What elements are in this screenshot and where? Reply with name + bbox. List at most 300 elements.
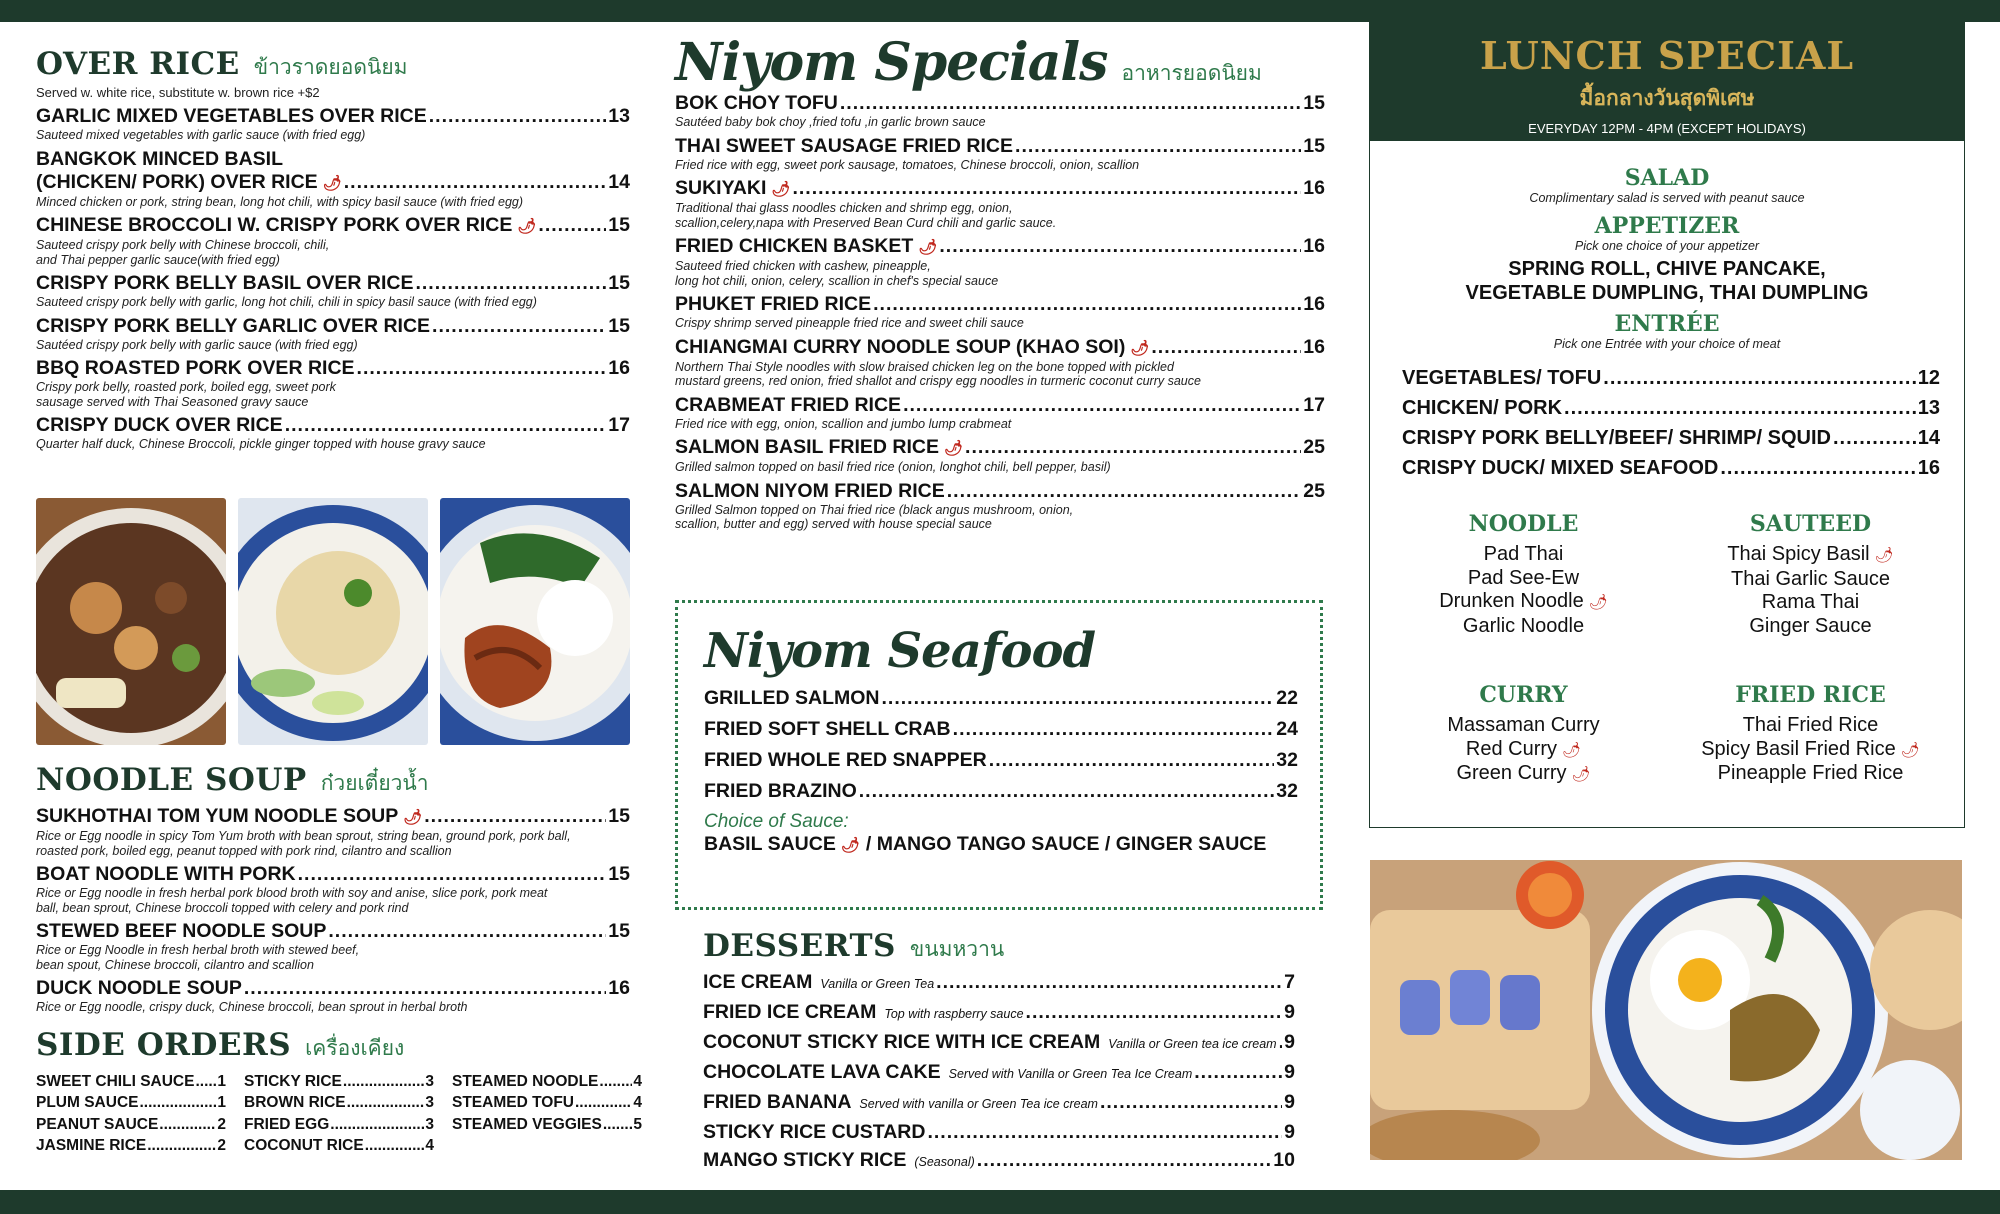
leader-dots — [330, 1114, 424, 1136]
chili-pepper-icon: 🌶 — [1588, 594, 1608, 611]
side-order-item[interactable] — [452, 1092, 642, 1114]
desserts-title: DESSERTS — [703, 928, 896, 964]
leader-dots — [285, 414, 607, 437]
side-order-price: 5 — [633, 1115, 642, 1133]
menu-item-description: Sauteed crispy pork belly with garlic, long hot chili, chili in spicy basil sauce (with fried egg) — [36, 295, 537, 309]
leader-dots — [792, 177, 1301, 200]
lunch-item-name: Garlic Noodle — [1462, 614, 1585, 637]
menu-item-name: GRILLED SALMON — [704, 687, 880, 709]
leader-dots — [1603, 363, 1915, 393]
menu-item-row — [1402, 363, 1940, 393]
side-order-price: 4 — [633, 1094, 642, 1111]
menu-item-description: Crispy shrimp served pineapple fried rice and sweet chili sauce — [675, 316, 1024, 330]
entree-title: ENTRÉE — [1614, 311, 1720, 337]
lunch-category-item[interactable] — [1380, 567, 1667, 591]
leader-dots — [989, 749, 1275, 772]
menu-item-description: Rice or Egg noodle in spicy Tom Yum broth with bean sprout, string bean, ground pork, pork ball, roasted pork, boiled egg, peanut topped with pork rind, cilantro and scallion — [36, 829, 571, 858]
menu-item-price: 14 — [1917, 427, 1940, 449]
desserts-list — [703, 971, 1295, 1174]
menu-item-name: FRIED BANANA — [703, 1091, 852, 1113]
menu-item-row — [36, 214, 630, 238]
leader-dots — [859, 780, 1275, 803]
menu-item-name: SUKIYAKI — [675, 177, 767, 199]
side-orders-thai-title: เครื่องเคียง — [305, 1036, 405, 1060]
lunch-category-item[interactable] — [1380, 615, 1667, 639]
appetizer-note: Pick one choice of your appetizer — [1574, 239, 1760, 253]
menu-item-price: 16 — [1303, 177, 1325, 199]
menu-item[interactable] — [703, 1001, 1295, 1026]
menu-item-price: 13 — [1917, 397, 1940, 419]
menu-item-price: 15 — [1303, 92, 1325, 114]
menu-item-price: 7 — [1284, 971, 1295, 993]
menu-item-description: Sauteed mixed vegetables with garlic sauce (with fried egg) — [36, 128, 366, 142]
menu-item[interactable] — [36, 105, 630, 143]
side-order-price: 3 — [425, 1115, 434, 1133]
menu-item-name: FRIED WHOLE RED SNAPPER — [704, 749, 987, 771]
menu-item-name: FRIED BRAZINO — [704, 780, 857, 802]
lunch-item-name: Red Curry — [1465, 737, 1558, 760]
menu-item-name: COCONUT STICKY RICE WITH ICE CREAM — [703, 1031, 1101, 1053]
menu-item-name: DUCK NOODLE SOUP — [36, 977, 242, 999]
leader-dots — [882, 687, 1275, 710]
appetizer-title: APPETIZER — [1594, 213, 1740, 239]
lunch-special-hours: EVERYDAY 12PM - 4PM (EXCEPT HOLIDAYS) — [1528, 121, 1806, 136]
leader-dots — [1279, 1031, 1283, 1054]
menu-item-row — [36, 171, 630, 195]
menu-item-description: Sauteed crispy pork belly with Chinese broccoli, chili, and Thai pepper garlic sauce(with fried egg) — [36, 238, 330, 267]
menu-item-price: 15 — [608, 272, 630, 294]
noodle-soup-header — [36, 762, 630, 800]
lunch-category-item[interactable] — [1667, 738, 1954, 763]
lunch-item-name: Green Curry — [1456, 762, 1567, 784]
leader-dots — [903, 394, 1301, 417]
lunch-category-title: NOODLE — [1468, 511, 1579, 537]
menu-item-row — [36, 863, 630, 886]
lunch-category-item[interactable] — [1380, 543, 1667, 567]
menu-item[interactable] — [704, 780, 1298, 803]
menu-item[interactable] — [703, 1091, 1295, 1116]
leader-dots — [357, 357, 607, 380]
chili-pepper-icon: 🌶 — [517, 218, 537, 235]
roasted-duck-photo — [440, 498, 630, 745]
food-photo-strip — [36, 498, 630, 745]
menu-item-price: 15 — [608, 863, 630, 885]
menu-item-row — [36, 105, 630, 128]
over-rice-note: Served w. white rice, substitute w. brown rice +$2 — [36, 85, 320, 100]
menu-item-row — [675, 293, 1325, 316]
menu-item[interactable] — [675, 480, 1325, 532]
menu-item[interactable] — [675, 293, 1325, 331]
leader-dots — [840, 92, 1301, 115]
appetizer-line-2: VEGETABLE DUMPLING, THAI DUMPLING — [1465, 282, 1869, 304]
menu-item-row — [675, 480, 1325, 503]
lunch-special-box — [1369, 22, 1965, 828]
side-orders-column — [244, 1071, 434, 1157]
leader-dots — [575, 1092, 632, 1114]
menu-item-row — [703, 1091, 1295, 1116]
menu-item-name: FRIED ICE CREAM — [703, 1001, 877, 1023]
side-order-name: PEANUT SAUCE — [36, 1115, 159, 1133]
fried-rice-photo — [238, 498, 428, 745]
menu-item-description: Sautéed crispy pork belly with garlic sauce (with fried egg) — [36, 337, 358, 352]
menu-item-price: 14 — [608, 170, 630, 193]
basil-sauce-label: BASIL SAUCE — [704, 833, 836, 855]
menu-item-name: GARLIC MIXED VEGETABLES OVER RICE — [36, 105, 427, 127]
side-order-item[interactable] — [244, 1071, 434, 1093]
menu-item-row — [36, 315, 630, 338]
menu-item[interactable] — [675, 235, 1325, 288]
lunch-item-name: Rama Thai — [1761, 591, 1860, 613]
menu-item-name: BOK CHOY TOFU — [675, 92, 838, 114]
side-order-name: STICKY RICE — [244, 1072, 342, 1090]
menu-item-description: Rice or Egg noodle, crispy duck, Chinese broccoli, bean sprout in herbal broth — [36, 1000, 468, 1014]
menu-item-row — [703, 971, 1295, 996]
menu-item-description: Grilled Salmon topped on Thai fried rice (black angus mushroom, onion, scallion, butter and egg) served with house special sauce — [675, 502, 1074, 531]
lunch-category — [1380, 682, 1667, 787]
side-order-name: STEAMED TOFU — [452, 1094, 574, 1111]
menu-item-name: BBQ ROASTED PORK OVER RICE — [36, 357, 355, 379]
menu-item-name: STEWED BEEF NOODLE SOUP — [36, 920, 327, 942]
side-order-name: PLUM SAUCE — [36, 1094, 139, 1111]
chili-pepper-icon: 🌶 — [1900, 741, 1920, 759]
over-rice-title: OVER RICE — [36, 46, 240, 82]
menu-item-price: 9 — [1284, 1031, 1295, 1053]
lunch-item-name: Drunken Noodle — [1439, 590, 1584, 612]
side-order-price: 2 — [217, 1115, 226, 1133]
other-sauces-label: / MANGO TANGO SAUCE / GINGER SAUCE — [865, 833, 1267, 855]
menu-item-name: CHICKEN/ PORK — [1402, 397, 1563, 419]
menu-item-row — [1402, 423, 1940, 453]
entree-list — [1370, 363, 1964, 483]
menu-item-row — [36, 414, 630, 437]
sauce-choices — [704, 833, 1298, 857]
menu-item-price: 15 — [1303, 134, 1325, 157]
sauce-choice-label: Choice of Sauce: — [704, 811, 849, 832]
menu-item[interactable] — [675, 394, 1325, 432]
menu-item-name: CHINESE BROCCOLI W. CRISPY PORK OVER RICE — [36, 214, 513, 236]
menu-item-price: 16 — [608, 977, 630, 999]
menu-item[interactable] — [703, 1031, 1295, 1056]
lunch-category-item[interactable] — [1667, 568, 1954, 592]
menu-item-price: 16 — [1303, 293, 1325, 315]
side-orders-grid — [36, 1071, 642, 1157]
menu-item-note: Vanilla or Green Tea — [820, 977, 935, 991]
side-order-name: BROWN RICE — [244, 1094, 346, 1111]
side-order-item[interactable] — [36, 1071, 226, 1093]
menu-item[interactable] — [703, 971, 1295, 996]
lunch-item-name: Thai Garlic Sauce — [1731, 567, 1890, 590]
menu-item[interactable] — [704, 718, 1298, 741]
seafood-title: Niyom Seafood — [704, 623, 1096, 679]
side-order-item[interactable] — [452, 1114, 642, 1136]
lunch-category-item[interactable] — [1667, 714, 1954, 738]
menu-item-price: 10 — [1273, 1149, 1295, 1171]
lunch-category-item[interactable] — [1380, 762, 1667, 787]
leader-dots — [343, 1071, 424, 1093]
lunch-category-item[interactable] — [1667, 591, 1954, 615]
leader-dots — [939, 235, 1301, 258]
side-orders-column — [36, 1071, 226, 1157]
menu-item-description: Northern Thai Style noodles with slow braised chicken leg on the bone topped with pickled mustard greens, red onion, fried shallot and crispy egg noodles in turmeric coconut curry sauce — [675, 359, 1201, 388]
menu-item-row — [1402, 393, 1940, 423]
leader-dots — [1151, 336, 1301, 359]
menu-item[interactable] — [36, 805, 630, 858]
seafood-box — [675, 600, 1323, 910]
menu-item-price: 15 — [608, 920, 630, 942]
desserts-header — [703, 928, 1295, 966]
menu-item-price: 13 — [608, 105, 630, 127]
leader-dots — [1833, 423, 1916, 453]
menu-item[interactable] — [675, 177, 1325, 230]
side-order-name: STEAMED NOODLE — [452, 1072, 599, 1090]
lunch-category-items — [1667, 714, 1954, 786]
over-rice-list — [36, 105, 630, 452]
lunch-category — [1380, 511, 1667, 638]
menu-item[interactable] — [704, 749, 1298, 772]
menu-item[interactable] — [703, 1061, 1295, 1086]
lunch-category-item[interactable] — [1667, 543, 1954, 568]
menu-item-price: 16 — [1303, 235, 1325, 257]
leader-dots — [1564, 393, 1916, 423]
side-order-item[interactable] — [452, 1071, 642, 1093]
menu-item-row — [36, 357, 630, 380]
lunch-item-name: Spicy Basil Fried Rice — [1701, 737, 1896, 760]
menu-item[interactable] — [675, 436, 1325, 475]
menu-item-row — [704, 780, 1298, 803]
leader-dots — [965, 436, 1301, 459]
menu-item-name: CHIANGMAI CURRY NOODLE SOUP (KHAO SOI) — [675, 335, 1126, 358]
menu-item-row — [36, 920, 630, 943]
menu-item-row — [675, 135, 1325, 158]
menu-item-price: 9 — [1284, 1121, 1295, 1143]
leader-dots — [936, 971, 1282, 994]
leader-dots — [1100, 1091, 1282, 1114]
menu-item-description: Fried rice with egg, onion, scallion and jumbo lump crabmeat — [675, 416, 1012, 431]
lunch-category — [1667, 511, 1954, 638]
middle-column — [675, 22, 1325, 532]
noodle-soup-list — [36, 805, 630, 1015]
menu-item-price: 15 — [608, 214, 630, 236]
menu-item-name: CRABMEAT FRIED RICE — [675, 393, 902, 416]
menu-item-description: Quarter half duck, Chinese Broccoli, pickle ginger topped with house gravy sauce — [36, 437, 486, 451]
side-order-item[interactable] — [36, 1135, 226, 1157]
menu-item[interactable] — [675, 336, 1325, 389]
menu-item-description: Rice or Egg Noodle in fresh herbal broth with stewed beef, bean spout, Chinese broccoli, cilantro and scallion — [36, 943, 360, 972]
menu-item-row — [675, 235, 1325, 259]
menu-item-price: 15 — [608, 805, 630, 827]
menu-item-row — [703, 1031, 1295, 1056]
menu-item[interactable] — [703, 1121, 1295, 1144]
menu-item[interactable] — [36, 214, 630, 267]
lunch-item-name: Pineapple Fried Rice — [1717, 762, 1904, 784]
menu-item-row — [704, 687, 1298, 710]
leader-dots — [328, 920, 606, 943]
leader-dots — [195, 1071, 216, 1093]
menu-item-description: Crispy pork belly, roasted pork, boiled egg, sweet pork sausage served with Thai Seasoned gravy sauce — [36, 380, 336, 409]
side-order-price: 3 — [425, 1072, 434, 1090]
side-order-item[interactable] — [36, 1114, 226, 1136]
menu-item-description: Rice or Egg noodle in fresh herbal pork blood broth with soy and anise, slice pork, pork meat ball, bean sprout, Chinese broccoli topped with celery and pork rind — [36, 886, 548, 915]
noodle-soup-thai-title: ก๋วยเตี๋ยวน้ำ — [320, 772, 429, 795]
menu-item[interactable] — [704, 687, 1298, 710]
menu-item-row — [675, 394, 1325, 417]
lunch-category-item[interactable] — [1380, 738, 1667, 763]
menu-item-row — [703, 1001, 1295, 1026]
side-orders-header — [36, 1027, 630, 1065]
menu-item-price: 17 — [608, 414, 630, 436]
lunch-item-name: Pad See-Ew — [1467, 566, 1580, 589]
menu-item-price: 9 — [1284, 1061, 1295, 1083]
menu-item[interactable] — [36, 315, 630, 353]
chili-pepper-icon: 🌶 — [771, 181, 791, 198]
menu-item-price: 12 — [1917, 367, 1940, 389]
menu-item-name: CRISPY DUCK/ MIXED SEAFOOD — [1402, 457, 1719, 479]
chili-pepper-icon: 🌶 — [322, 174, 342, 192]
top-band — [0, 0, 2000, 22]
menu-item-price: 16 — [1303, 335, 1325, 358]
menu-item[interactable] — [36, 414, 630, 452]
lunch-item-name: Thai Spicy Basil — [1727, 543, 1870, 565]
side-order-price: 4 — [425, 1137, 434, 1154]
menu-item[interactable] — [36, 272, 630, 310]
lunch-category — [1667, 682, 1954, 787]
lunch-category-item[interactable] — [1380, 590, 1667, 615]
menu-item-price: 25 — [1303, 436, 1325, 458]
leader-dots — [347, 1092, 425, 1114]
leader-dots — [927, 1121, 1282, 1144]
side-order-item[interactable] — [244, 1135, 434, 1157]
menu-item-price: 25 — [1303, 479, 1325, 502]
menu-item-note: Served with vanilla or Green Tea ice cream — [859, 1097, 1098, 1111]
lunch-categories-row-2 — [1370, 682, 1964, 787]
desserts-section — [703, 928, 1295, 1174]
leader-dots — [947, 480, 1302, 503]
menu-item-name: FRIED SOFT SHELL CRAB — [704, 718, 951, 740]
menu-item-description: Sauteed fried chicken with cashew, pineapple, long hot chili, onion, celery, scallion in chef's special sauce — [675, 259, 999, 288]
menu-item-description: Traditional thai glass noodles chicken and shrimp egg, onion, scallion,celery,napa with Preserved Bean Curd chili and garlic sauce. — [675, 201, 1057, 230]
menu-item[interactable] — [675, 135, 1325, 173]
menu-item-row — [703, 1121, 1295, 1144]
lunch-category-items — [1380, 714, 1667, 787]
menu-item-row — [704, 749, 1298, 772]
menu-item[interactable] — [703, 1149, 1295, 1174]
menu-item-note: Vanilla or Green tea ice cream — [1108, 1037, 1277, 1051]
menu-item-price: 9 — [1284, 1091, 1295, 1113]
menu-item-row — [36, 272, 630, 295]
entree-note: Pick one Entrée with your choice of meat — [1553, 337, 1781, 351]
side-order-name: COCONUT RICE — [244, 1137, 364, 1154]
menu-item-price: 16 — [1917, 457, 1940, 479]
side-order-price: 1 — [217, 1094, 226, 1111]
lunch-category-items — [1380, 543, 1667, 638]
menu-item-price: 15 — [608, 314, 630, 337]
noodle-soup-title: NOODLE SOUP — [36, 762, 307, 798]
menu-item[interactable] — [36, 920, 630, 972]
bottom-band — [0, 1190, 2000, 1214]
lunch-special-thai-title: มื้อกลางวันสุดพิเศษ — [1579, 87, 1755, 110]
side-order-item[interactable] — [244, 1092, 434, 1114]
menu-item-name: (CHICKEN/ PORK) OVER RICE — [36, 170, 318, 193]
menu-item-description: Sautéed baby bok choy ,fried tofu ,in garlic brown sauce — [675, 115, 986, 129]
leader-dots — [344, 171, 607, 194]
leader-dots — [159, 1114, 216, 1136]
specials-header — [675, 32, 1325, 93]
over-rice-thai-title: ข้าวราดยอดนิยม — [253, 56, 408, 79]
menu-item[interactable] — [36, 977, 630, 1015]
appetizer-line-1: SPRING ROLL, CHIVE PANCAKE, — [1508, 258, 1826, 280]
menu-item-row — [675, 177, 1325, 201]
side-order-item[interactable] — [36, 1092, 226, 1114]
menu-item-row — [703, 1061, 1295, 1086]
menu-item-price: 17 — [1303, 393, 1325, 416]
menu-item-price: 32 — [1276, 749, 1298, 771]
menu-item-row — [675, 336, 1325, 360]
menu-item-name: THAI SWEET SAUSAGE FRIED RICE — [675, 134, 1014, 157]
side-orders-title: SIDE ORDERS — [36, 1026, 292, 1063]
lunch-item-name: Massaman Curry — [1447, 714, 1600, 736]
menu-item-description: Minced chicken or pork, string bean, long hot chili, with spicy basil sauce (with fried egg) — [36, 194, 524, 209]
menu-item-name: ICE CREAM — [703, 971, 813, 993]
lunch-item-name: Ginger Sauce — [1749, 614, 1872, 637]
side-order-name: JASMINE RICE — [36, 1137, 147, 1154]
menu-item-name: CRISPY PORK BELLY BASIL OVER RICE — [36, 272, 414, 294]
lunch-category-items — [1667, 543, 1954, 638]
specials-thai-title: อาหารยอดนิยม — [1121, 62, 1262, 85]
leader-dots — [599, 1071, 632, 1093]
over-rice-header — [36, 46, 630, 84]
lunch-category-item[interactable] — [1380, 714, 1667, 738]
menu-item-name: BOAT NOODLE WITH PORK — [36, 863, 296, 885]
leader-dots — [1720, 453, 1915, 483]
leader-dots — [365, 1135, 425, 1157]
desserts-thai-title: ขนมหวาน — [909, 938, 1005, 961]
menu-item-name: CHOCOLATE LAVA CAKE — [703, 1061, 941, 1083]
menu-item-note: Top with raspberry sauce — [884, 1007, 1024, 1021]
menu-item[interactable] — [36, 357, 630, 409]
leader-dots — [298, 863, 607, 886]
leader-dots — [415, 272, 606, 295]
menu-item-row — [675, 436, 1325, 460]
leader-dots — [1015, 135, 1301, 158]
menu-item[interactable] — [36, 148, 630, 210]
side-order-name: FRIED EGG — [244, 1115, 330, 1133]
chili-pepper-icon: 🌶 — [1571, 766, 1591, 783]
menu-item-price: 9 — [1284, 1001, 1295, 1023]
boat-noodle-photo — [36, 498, 226, 745]
leader-dots — [424, 805, 606, 828]
chili-pepper-icon: 🌶 — [943, 440, 964, 457]
leader-dots — [429, 105, 607, 128]
menu-item[interactable] — [36, 863, 630, 915]
menu-item-row — [703, 1149, 1295, 1174]
chili-pepper-icon: 🌶 — [1130, 339, 1150, 357]
menu-item-name: SALMON BASIL FRIED RICE — [675, 436, 939, 458]
salad-note: Complimentary salad is served with peanut sauce — [1529, 191, 1805, 205]
menu-item[interactable] — [675, 92, 1325, 130]
leader-dots — [147, 1135, 216, 1157]
lunch-category-item[interactable] — [1667, 615, 1954, 639]
lunch-category-title: SAUTEED — [1749, 511, 1872, 537]
side-order-item[interactable] — [244, 1114, 434, 1136]
side-order-name: STEAMED VEGGIES — [452, 1115, 602, 1133]
menu-item-description: Grilled salmon topped on basil fried rice (onion, longhot chili, bell pepper, basil) — [675, 460, 1111, 474]
menu-item-note: Served with Vanilla or Green Tea Ice Cream — [948, 1067, 1193, 1081]
side-order-price: 1 — [217, 1072, 226, 1090]
menu-item-name: VEGETABLES/ TOFU — [1402, 367, 1602, 389]
chili-pepper-icon: 🌶 — [840, 837, 860, 854]
lunch-category-item[interactable] — [1667, 762, 1954, 786]
leader-dots — [432, 315, 606, 338]
